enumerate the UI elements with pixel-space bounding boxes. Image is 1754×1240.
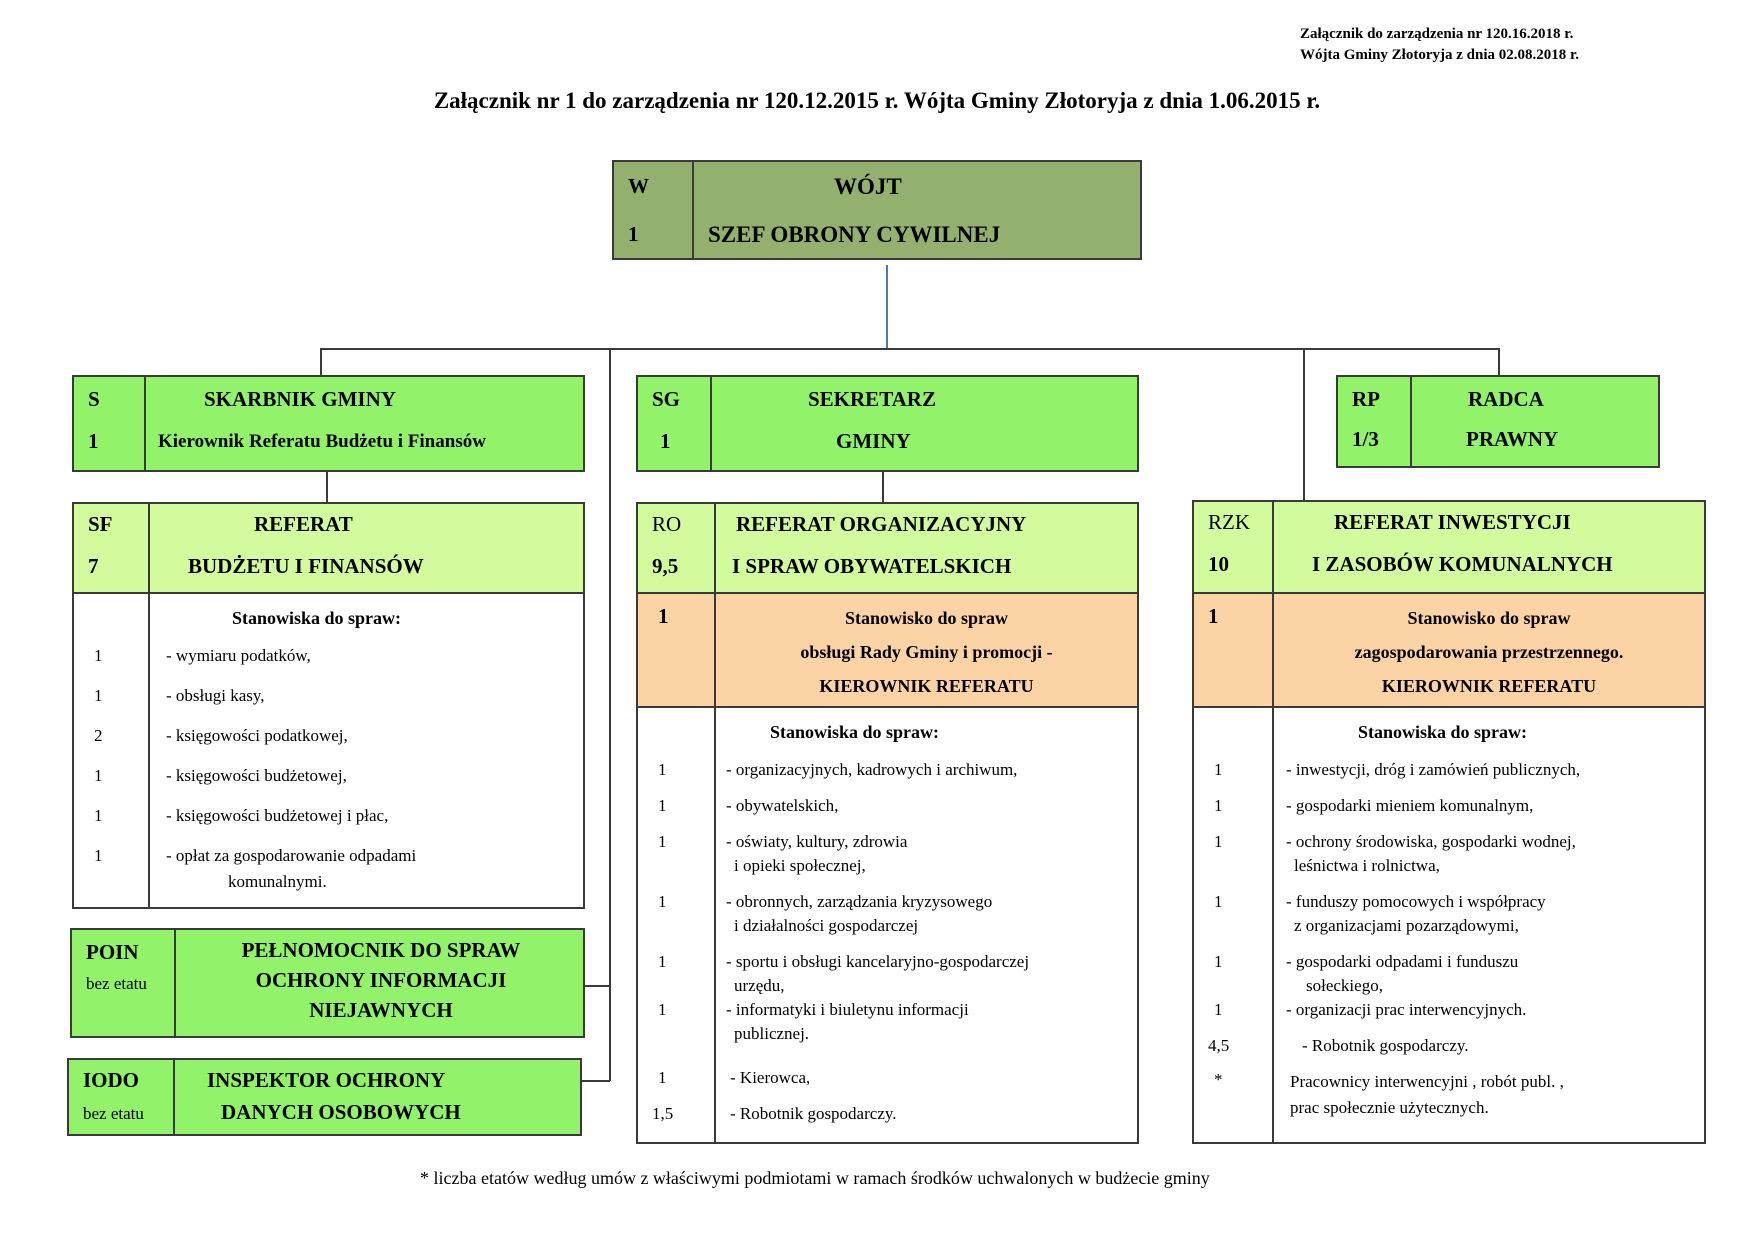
rzk-item-text: - gospodarki mieniem komunalnym, xyxy=(1286,796,1534,815)
rzk-item-text: - ochrony środowiska, gospodarki wodnej, xyxy=(1286,832,1576,851)
sf-list-box xyxy=(72,592,585,909)
ro-item-text-cont: publicznej. xyxy=(734,1024,810,1043)
sf-item-count: 1 xyxy=(94,806,103,825)
poin-title-line3: NIEJAWNYCH xyxy=(309,998,453,1022)
sf-header-box xyxy=(72,502,585,594)
attachment-note-line1: Załącznik do zarządzenia nr 120.16.2018 r. xyxy=(1300,26,1574,42)
rzk-item-text: - Robotnik gospodarczy. xyxy=(1302,1036,1469,1055)
rzk-subtitle: I ZASOBÓW KOMUNALNYCH xyxy=(1312,552,1613,576)
iodo-code: IODO xyxy=(83,1068,140,1092)
poin-box xyxy=(70,928,585,1038)
rzk-head-position-box xyxy=(1192,592,1706,708)
ro-list-box xyxy=(636,706,1139,1144)
skarbnik-title: SKARBNIK GMINY xyxy=(204,387,396,411)
rzk-head-line1: Stanowisko do spraw xyxy=(1407,608,1571,628)
attachment-note-line2: Wójta Gminy Złotoryja z dnia 02.08.2018 r. xyxy=(1300,47,1580,63)
radca-code: RP xyxy=(1352,387,1380,411)
ro-head-line1: Stanowisko do spraw xyxy=(844,608,1009,628)
rzk-item-text-cont: leśnictwa i rolnictwa, xyxy=(1294,856,1440,875)
sekretarz-box xyxy=(636,375,1139,472)
rzk-item-count: 1 xyxy=(1214,796,1223,815)
ro-header-box xyxy=(636,502,1139,594)
main-horizontal-connector xyxy=(320,348,1500,350)
rzk-header-box xyxy=(1192,500,1706,594)
sf-item-text-cont: komunalnymi. xyxy=(228,872,327,891)
radca-connector xyxy=(1498,348,1500,375)
sf-item-count: 2 xyxy=(94,726,103,745)
skarbnik-connector xyxy=(320,348,322,375)
rzk-item-text-cont: prac społecznie użytecznych. xyxy=(1290,1098,1489,1117)
ro-item-count: 1 xyxy=(658,760,667,779)
sf-item-count: 1 xyxy=(94,846,103,865)
rzk-item-count: 1 xyxy=(1214,832,1223,851)
poin-code: POIN xyxy=(86,940,139,964)
rzk-code: RZK xyxy=(1208,510,1250,534)
wojt-connector xyxy=(886,265,888,349)
sekretarz-title: SEKRETARZ xyxy=(808,387,936,411)
rzk-count: 10 xyxy=(1208,552,1229,576)
ro-item-text: - informatyki i biuletynu informacji xyxy=(726,1000,969,1019)
rzk-title: REFERAT INWESTYCJI xyxy=(1334,510,1571,534)
rzk-item-count: 1 xyxy=(1214,952,1223,971)
sf-item-text: - księgowości budżetowej i płac, xyxy=(166,806,389,825)
sf-item-text: - wymiaru podatków, xyxy=(166,646,311,665)
ro-item-count: 1 xyxy=(658,892,667,911)
page-title: Załącznik nr 1 do zarządzenia nr 120.12.2015 r. Wójta Gminy Złotoryja z dnia 1.06.2015 r. xyxy=(433,88,1321,113)
rzk-item-text: - gospodarki odpadami i funduszu xyxy=(1286,952,1519,971)
rzk-item-text: - organizacji prac interwencyjnych. xyxy=(1286,1000,1527,1019)
iodo-title-line1: INSPEKTOR OCHRONY xyxy=(207,1068,446,1092)
ro-item-count: 1 xyxy=(658,1068,667,1087)
ro-item-text: - organizacyjnych, kadrowych i archiwum, xyxy=(726,760,1018,779)
sf-list-heading: Stanowiska do spraw: xyxy=(232,608,402,628)
ro-item-text: - obronnych, zarządzania kryzysowego xyxy=(726,892,993,911)
wojt-subtitle: SZEF OBRONY CYWILNEJ xyxy=(708,222,1001,247)
left-vertical-connector xyxy=(609,348,611,1081)
skarbnik-count: 1 xyxy=(88,429,99,453)
radca-title: RADCA xyxy=(1468,387,1544,411)
rzk-head-count: 1 xyxy=(1208,604,1219,628)
ro-item-text: - Kierowca, xyxy=(730,1068,811,1087)
rzk-item-text-cont: z organizacjami pozarządowymi, xyxy=(1294,916,1519,935)
iodo-title-line2: DANYCH OSOBOWYCH xyxy=(221,1100,461,1124)
ro-item-text-cont: urzędu, xyxy=(734,976,785,995)
footer-note: * liczba etatów według umów z właściwymi podmiotami w ramach środków uchwalonych w budżecie gminy xyxy=(420,1168,1210,1188)
ro-head-line2: obsługi Rady Gminy i promocji - xyxy=(800,642,1053,662)
ro-count: 9,5 xyxy=(652,554,679,578)
ro-item-count: 1 xyxy=(658,1000,667,1019)
iodo-box xyxy=(67,1058,582,1136)
rzk-item-count: 1 xyxy=(1214,892,1223,911)
sf-item-text: - księgowości podatkowej, xyxy=(166,726,348,745)
ro-item-text: - obywatelskich, xyxy=(726,796,839,815)
rzk-list-heading: Stanowiska do spraw: xyxy=(1358,722,1528,742)
sf-count: 7 xyxy=(88,554,99,578)
ro-item-text: - oświaty, kultury, zdrowia xyxy=(726,832,908,851)
iodo-count: bez etatu xyxy=(83,1104,144,1123)
sf-item-text: - księgowości budżetowej, xyxy=(166,766,347,785)
poin-count: bez etatu xyxy=(86,974,147,993)
sf-subtitle: BUDŻETU I FINANSÓW xyxy=(188,554,424,578)
ro-head-line3: KIEROWNIK REFERATU xyxy=(819,676,1034,696)
radca-box xyxy=(1336,375,1660,468)
radca-subtitle: PRAWNY xyxy=(1466,427,1559,451)
rzk-item-text: Pracownicy interwencyjni , robót publ. , xyxy=(1290,1072,1564,1091)
poin-title-line1: PEŁNOMOCNIK DO SPRAW xyxy=(241,938,521,962)
ro-subtitle: I SPRAW OBYWATELSKICH xyxy=(732,554,1012,578)
sf-item-text: - obsługi kasy, xyxy=(166,686,265,705)
ro-connector xyxy=(882,472,884,502)
rzk-item-text: - inwestycji, dróg i zamówień publicznych, xyxy=(1286,760,1581,779)
rzk-head-line3: KIEROWNIK REFERATU xyxy=(1381,676,1597,696)
sf-item-text: - opłat za gospodarowanie odpadami xyxy=(166,846,417,865)
rzk-item-count: 1 xyxy=(1214,1000,1223,1019)
ro-head-count: 1 xyxy=(658,604,669,628)
sf-item-count: 1 xyxy=(94,646,103,665)
ro-item-count: 1 xyxy=(658,832,667,851)
rzk-connector xyxy=(1303,348,1305,500)
rzk-item-text: - funduszy pomocowych i współpracy xyxy=(1286,892,1546,911)
wojt-title: WÓJT xyxy=(834,174,902,199)
skarbnik-code: S xyxy=(88,387,100,411)
rzk-item-text-cont: sołeckiego, xyxy=(1306,976,1383,995)
ro-list-heading: Stanowiska do spraw: xyxy=(770,722,940,742)
poin-connector xyxy=(582,985,610,987)
ro-item-text: - Robotnik gospodarczy. xyxy=(730,1104,897,1123)
radca-count: 1/3 xyxy=(1352,427,1379,451)
sekretarz-count: 1 xyxy=(660,429,671,453)
ro-code: RO xyxy=(652,512,682,536)
iodo-connector xyxy=(582,1080,610,1082)
sf-connector xyxy=(326,472,328,502)
ro-item-count: 1 xyxy=(658,796,667,815)
rzk-item-count: 1 xyxy=(1214,760,1223,779)
rzk-item-count: 4,5 xyxy=(1208,1036,1230,1055)
sf-title: REFERAT xyxy=(254,512,353,536)
ro-item-text-cont: i opieki społecznej, xyxy=(734,856,866,875)
rzk-item-count: * xyxy=(1214,1070,1223,1089)
ro-item-count: 1 xyxy=(658,952,667,971)
wojt-count: 1 xyxy=(628,222,639,246)
ro-title: REFERAT ORGANIZACYJNY xyxy=(736,512,1027,536)
rzk-list-box xyxy=(1192,706,1706,1144)
ro-item-count: 1,5 xyxy=(652,1104,674,1123)
poin-title-line2: OCHRONY INFORMACJI xyxy=(255,968,507,992)
sf-item-count: 1 xyxy=(94,766,103,785)
wojt-code: W xyxy=(628,174,649,198)
ro-head-position-box xyxy=(636,592,1139,708)
skarbnik-box xyxy=(72,375,585,472)
sf-code: SF xyxy=(88,512,113,536)
skarbnik-subtitle: Kierownik Referatu Budżetu i Finansów xyxy=(158,431,486,452)
wojt-box xyxy=(612,160,1142,260)
rzk-head-line2: zagospodarowania przestrzennego. xyxy=(1354,642,1624,662)
ro-item-text: - sportu i obsługi kancelaryjno-gospodarczej xyxy=(726,952,1030,971)
sekretarz-code: SG xyxy=(652,387,681,411)
sekretarz-subtitle: GMINY xyxy=(836,429,911,453)
sf-item-count: 1 xyxy=(94,686,103,705)
ro-item-text-cont: i działalności gospodarczej xyxy=(734,916,919,935)
